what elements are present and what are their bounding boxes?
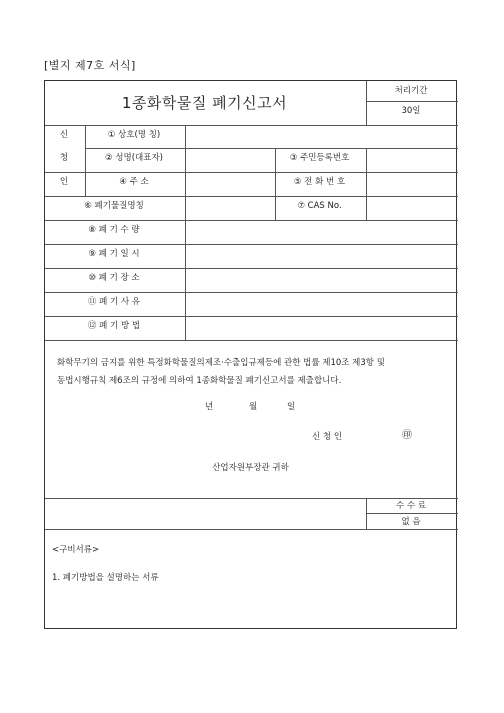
applicant-label-1: 신: [59, 130, 69, 140]
chemical-name-label: ⑥ 폐기물질명칭: [84, 201, 144, 211]
cas-number-label: ⑦ CAS No.: [297, 201, 342, 211]
form-number: [별지 제7호 서식]: [44, 59, 136, 72]
disposal-place-label: ⑩ 폐 기 장 소: [88, 273, 140, 283]
documents-item-1: 1. 폐기방법을 설명하는 서류: [52, 573, 159, 583]
address-label: ④ 주 소: [119, 177, 149, 187]
phone-label: ⑤ 전 화 번 호: [293, 177, 346, 187]
date-year: 년: [205, 402, 214, 412]
documents-header: <구비서류>: [52, 545, 100, 555]
disposal-method-label: ⑫ 폐 기 방 법: [87, 321, 141, 331]
form-title: 1종화학물질 폐기신고서: [121, 94, 288, 112]
processing-value: 30일: [401, 106, 421, 116]
fee-label: 수 수 료: [395, 501, 427, 511]
fee-value: 없 음: [401, 517, 421, 527]
disposal-reason-label: ⑪ 폐 기 사 유: [87, 297, 141, 307]
declaration-line-2: 동법시행규칙 제6조의 규정에 의하여 1종화학물질 폐기신고서를 제출합니다.: [57, 376, 342, 386]
resident-number-label: ③ 주민등록번호: [289, 153, 350, 163]
recipient: 산업자원부장관 귀하: [212, 463, 289, 473]
disposal-quantity-label: ⑧ 폐 기 수 량: [88, 225, 140, 235]
declaration-line-1: 화학무기의 금지를 위한 특정화학물질의제조·수출입규제등에 관한 법률 제10조 제3항 및: [57, 358, 385, 368]
applicant-signature-label: 신 청 인: [312, 432, 343, 442]
date-month: 월: [249, 402, 258, 412]
representative-label: ② 성명(대표자): [104, 153, 163, 163]
company-name-label: ① 상호(명 칭): [107, 130, 161, 140]
applicant-label-3: 인: [59, 177, 69, 187]
applicant-label-2: 청: [59, 153, 69, 163]
disposal-date-label: ⑨ 폐 기 일 시: [88, 249, 140, 259]
processing-label: 처리기간: [394, 86, 428, 96]
seal-mark: ㊞: [402, 430, 412, 441]
date-day: 일: [287, 402, 296, 412]
